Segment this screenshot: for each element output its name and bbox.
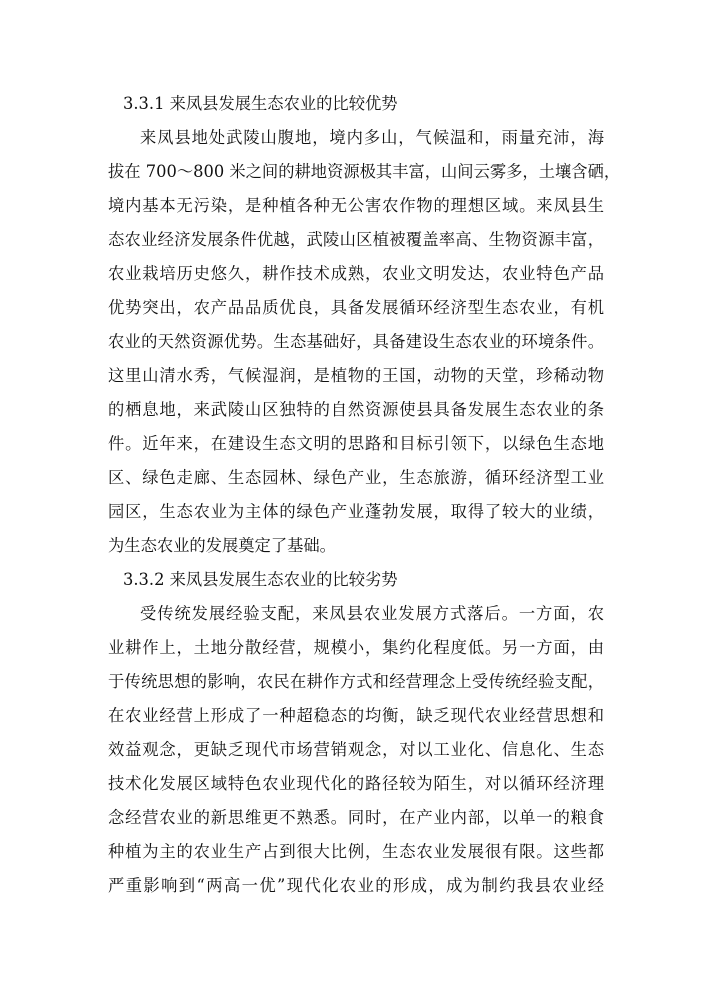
paragraph-line: 优势突出，农产品品质优良，具备发展循环经济型生态农业，有机 (108, 298, 604, 317)
paragraph-line: 农业栽培历史悠久，耕作技术成熟，农业文明发达，农业特色产品 (108, 264, 604, 283)
section-heading-disadvantages: 3.3.2 来凤县发展生态农业的比较劣势 (123, 570, 398, 589)
paragraph-line: 为生态农业的发展奠定了基础。 (108, 536, 336, 555)
paragraph-line: 于传统思想的影响，农民在耕作方式和经营理念上受传统经验支配， (108, 672, 604, 691)
paragraph-line: 在农业经营上形成了一种超稳态的均衡，缺乏现代农业经营思想和 (108, 706, 604, 725)
paragraph-line: 态农业经济发展条件优越，武陵山区植被覆盖率高、生物资源丰富， (108, 230, 604, 249)
paragraph-line: 来凤县地处武陵山腹地，境内多山，气候温和，雨量充沛，海 (140, 128, 604, 147)
paragraph-line: 业耕作上，土地分散经营，规模小，集约化程度低。另一方面，由 (108, 638, 604, 657)
paragraph-line: 种植为主的农业生产占到很大比例，生态农业发展很有限。这些都 (108, 842, 604, 861)
paragraph-line: 技术化发展区域特色农业现代化的路径较为陌生，对以循环经济理 (108, 774, 604, 793)
paragraph-line: 园区，生态农业为主体的绿色产业蓬勃发展，取得了较大的业绩， (108, 502, 604, 521)
paragraph-line: 拔在 700～800 米之间的耕地资源极其丰富，山间云雾多，土壤含硒， (108, 162, 621, 181)
paragraph-line: 受传统发展经验支配，来凤县农业发展方式落后。一方面，农 (140, 604, 604, 623)
paragraph-line: 农业的天然资源优势。生态基础好，具备建设生态农业的环境条件。 (108, 332, 604, 351)
section-heading-advantages: 3.3.1 来凤县发展生态农业的比较优势 (123, 94, 398, 113)
paragraph-line: 这里山清水秀，气候湿润，是植物的王国，动物的天堂，珍稀动物 (108, 366, 604, 385)
paragraph-line: 效益观念，更缺乏现代市场营销观念，对以工业化、信息化、生态 (108, 740, 604, 759)
paragraph-line: 的栖息地，来武陵山区独特的自然资源使县具备发展生态农业的条 (108, 400, 604, 419)
paragraph-line: 严重影响到“两高一优”现代化农业的形成，成为制约我县农业经 (108, 876, 604, 895)
paragraph-line: 件。近年来，在建设生态文明的思路和目标引领下，以绿色生态地 (108, 434, 604, 453)
paragraph-line: 区、绿色走廊、生态园林、绿色产业，生态旅游，循环经济型工业 (108, 468, 604, 487)
paragraph-line: 境内基本无污染，是种植各种无公害农作物的理想区域。来凤县生 (108, 196, 604, 215)
paragraph-line: 念经营农业的新思维更不熟悉。同时，在产业内部，以单一的粮食 (108, 808, 604, 827)
